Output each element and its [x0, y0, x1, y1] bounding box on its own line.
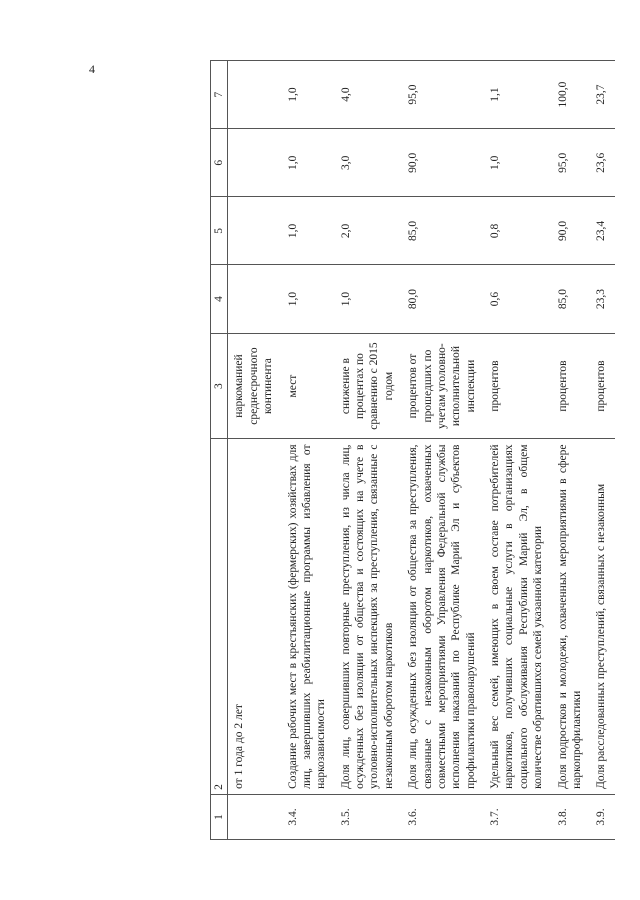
row-value-col7: 23,7 — [590, 61, 614, 129]
row-value-col4: 0,6 — [484, 265, 552, 333]
row-name: Доля лиц, осужденных без изоляции от общества за преступления, связанные с незаконным оборотом наркотиков, охваченных совместными мероприятиями Управления Федеральной службы исполнения наказаний по Республике Марий Эл и субъектов профилактики правонарушений — [402, 439, 484, 794]
row-name: от 1 года до 2 лет — [228, 439, 282, 794]
header-col-6: 6 — [211, 129, 228, 197]
row-value-col5: 85,0 — [402, 197, 484, 265]
row-number: 3.4. — [282, 794, 335, 839]
row-name: Удельный вес семей, имеющих в своем составе потребителей наркотиков, получивших социальные услуги в организациях социального обслуживания Республики Марий Эл, в общем количестве обратившихся семей указанной категории — [484, 439, 552, 794]
row-value-col5: 0,8 — [484, 197, 552, 265]
row-name: Доля расследованных преступлений, связанных с незаконным — [590, 439, 614, 794]
row-unit: процентов от прошедших по учетам уголовно-исполнительной инспекции — [402, 333, 484, 439]
row-unit: наркоманией среднесрочного континента — [228, 333, 282, 439]
page-number: 4 — [89, 62, 95, 76]
row-value-col6: 23,6 — [590, 129, 614, 197]
header-col-7: 7 — [211, 61, 228, 129]
row-value-col4: 85,0 — [552, 265, 591, 333]
table-row — [402, 61, 484, 840]
row-value-col4: 1,0 — [282, 265, 335, 333]
row-value-col5: 90,0 — [552, 197, 591, 265]
table-row — [484, 61, 552, 840]
table-row — [590, 61, 614, 840]
header-col-1: 1 — [211, 794, 228, 839]
row-value-col5: 23,4 — [590, 197, 614, 265]
row-value-col4: 1,0 — [335, 265, 403, 333]
rotated-table-sheet — [210, 60, 640, 840]
row-unit: процентов — [590, 333, 614, 439]
header-col-2: 2 — [211, 439, 228, 794]
header-col-3: 3 — [211, 333, 228, 439]
row-value-col6: 1,0 — [484, 129, 552, 197]
row-value-col6: 95,0 — [552, 129, 591, 197]
row-name: Доля подростков и молодежи, охваченных мероприятиями в сфере наркопрофилактики — [552, 439, 591, 794]
header-col-5: 5 — [211, 197, 228, 265]
table-header-row — [211, 61, 228, 840]
row-number: 3.5. — [335, 794, 403, 839]
row-value-col5: 2,0 — [335, 197, 403, 265]
row-value-col6: 1,0 — [282, 129, 335, 197]
row-value-col4: 23,3 — [590, 265, 614, 333]
table-row — [552, 61, 591, 840]
row-value-col7: 100,0 — [552, 61, 591, 129]
table-row-continuation — [228, 61, 282, 840]
row-number: 3.8. — [552, 794, 591, 839]
row-name: Создание рабочих мест в крестьянских (фермерских) хозяйствах для лиц, завершивших реабилитационные программы избавления от наркозависимости — [282, 439, 335, 794]
row-number: 3.6. — [402, 794, 484, 839]
row-name: Доля лиц, совершивших повторные преступления, из числа лиц, осужденных без изоляции от общества и состоящих на учете в уголовно-исполнительных инспекциях за преступления, связанные с незаконным оборотом наркотиков — [335, 439, 403, 794]
row-unit: мест — [282, 333, 335, 439]
row-unit: процентов — [484, 333, 552, 439]
row-value-col4: 80,0 — [402, 265, 484, 333]
row-value-col6: 3,0 — [335, 129, 403, 197]
indicators-table — [210, 60, 615, 840]
row-value-col5: 1,0 — [282, 197, 335, 265]
table-row — [282, 61, 335, 840]
table-row — [335, 61, 403, 840]
row-value-col7: 4,0 — [335, 61, 403, 129]
row-unit: процентов — [552, 333, 591, 439]
header-col-4: 4 — [211, 265, 228, 333]
row-unit: снижение в процентах по сравнению с 2015 годом — [335, 333, 403, 439]
row-number: 3.7. — [484, 794, 552, 839]
row-value-col7: 1,0 — [282, 61, 335, 129]
row-value-col6: 90,0 — [402, 129, 484, 197]
row-value-col7: 95,0 — [402, 61, 484, 129]
row-number: 3.9. — [590, 794, 614, 839]
row-value-col7: 1,1 — [484, 61, 552, 129]
